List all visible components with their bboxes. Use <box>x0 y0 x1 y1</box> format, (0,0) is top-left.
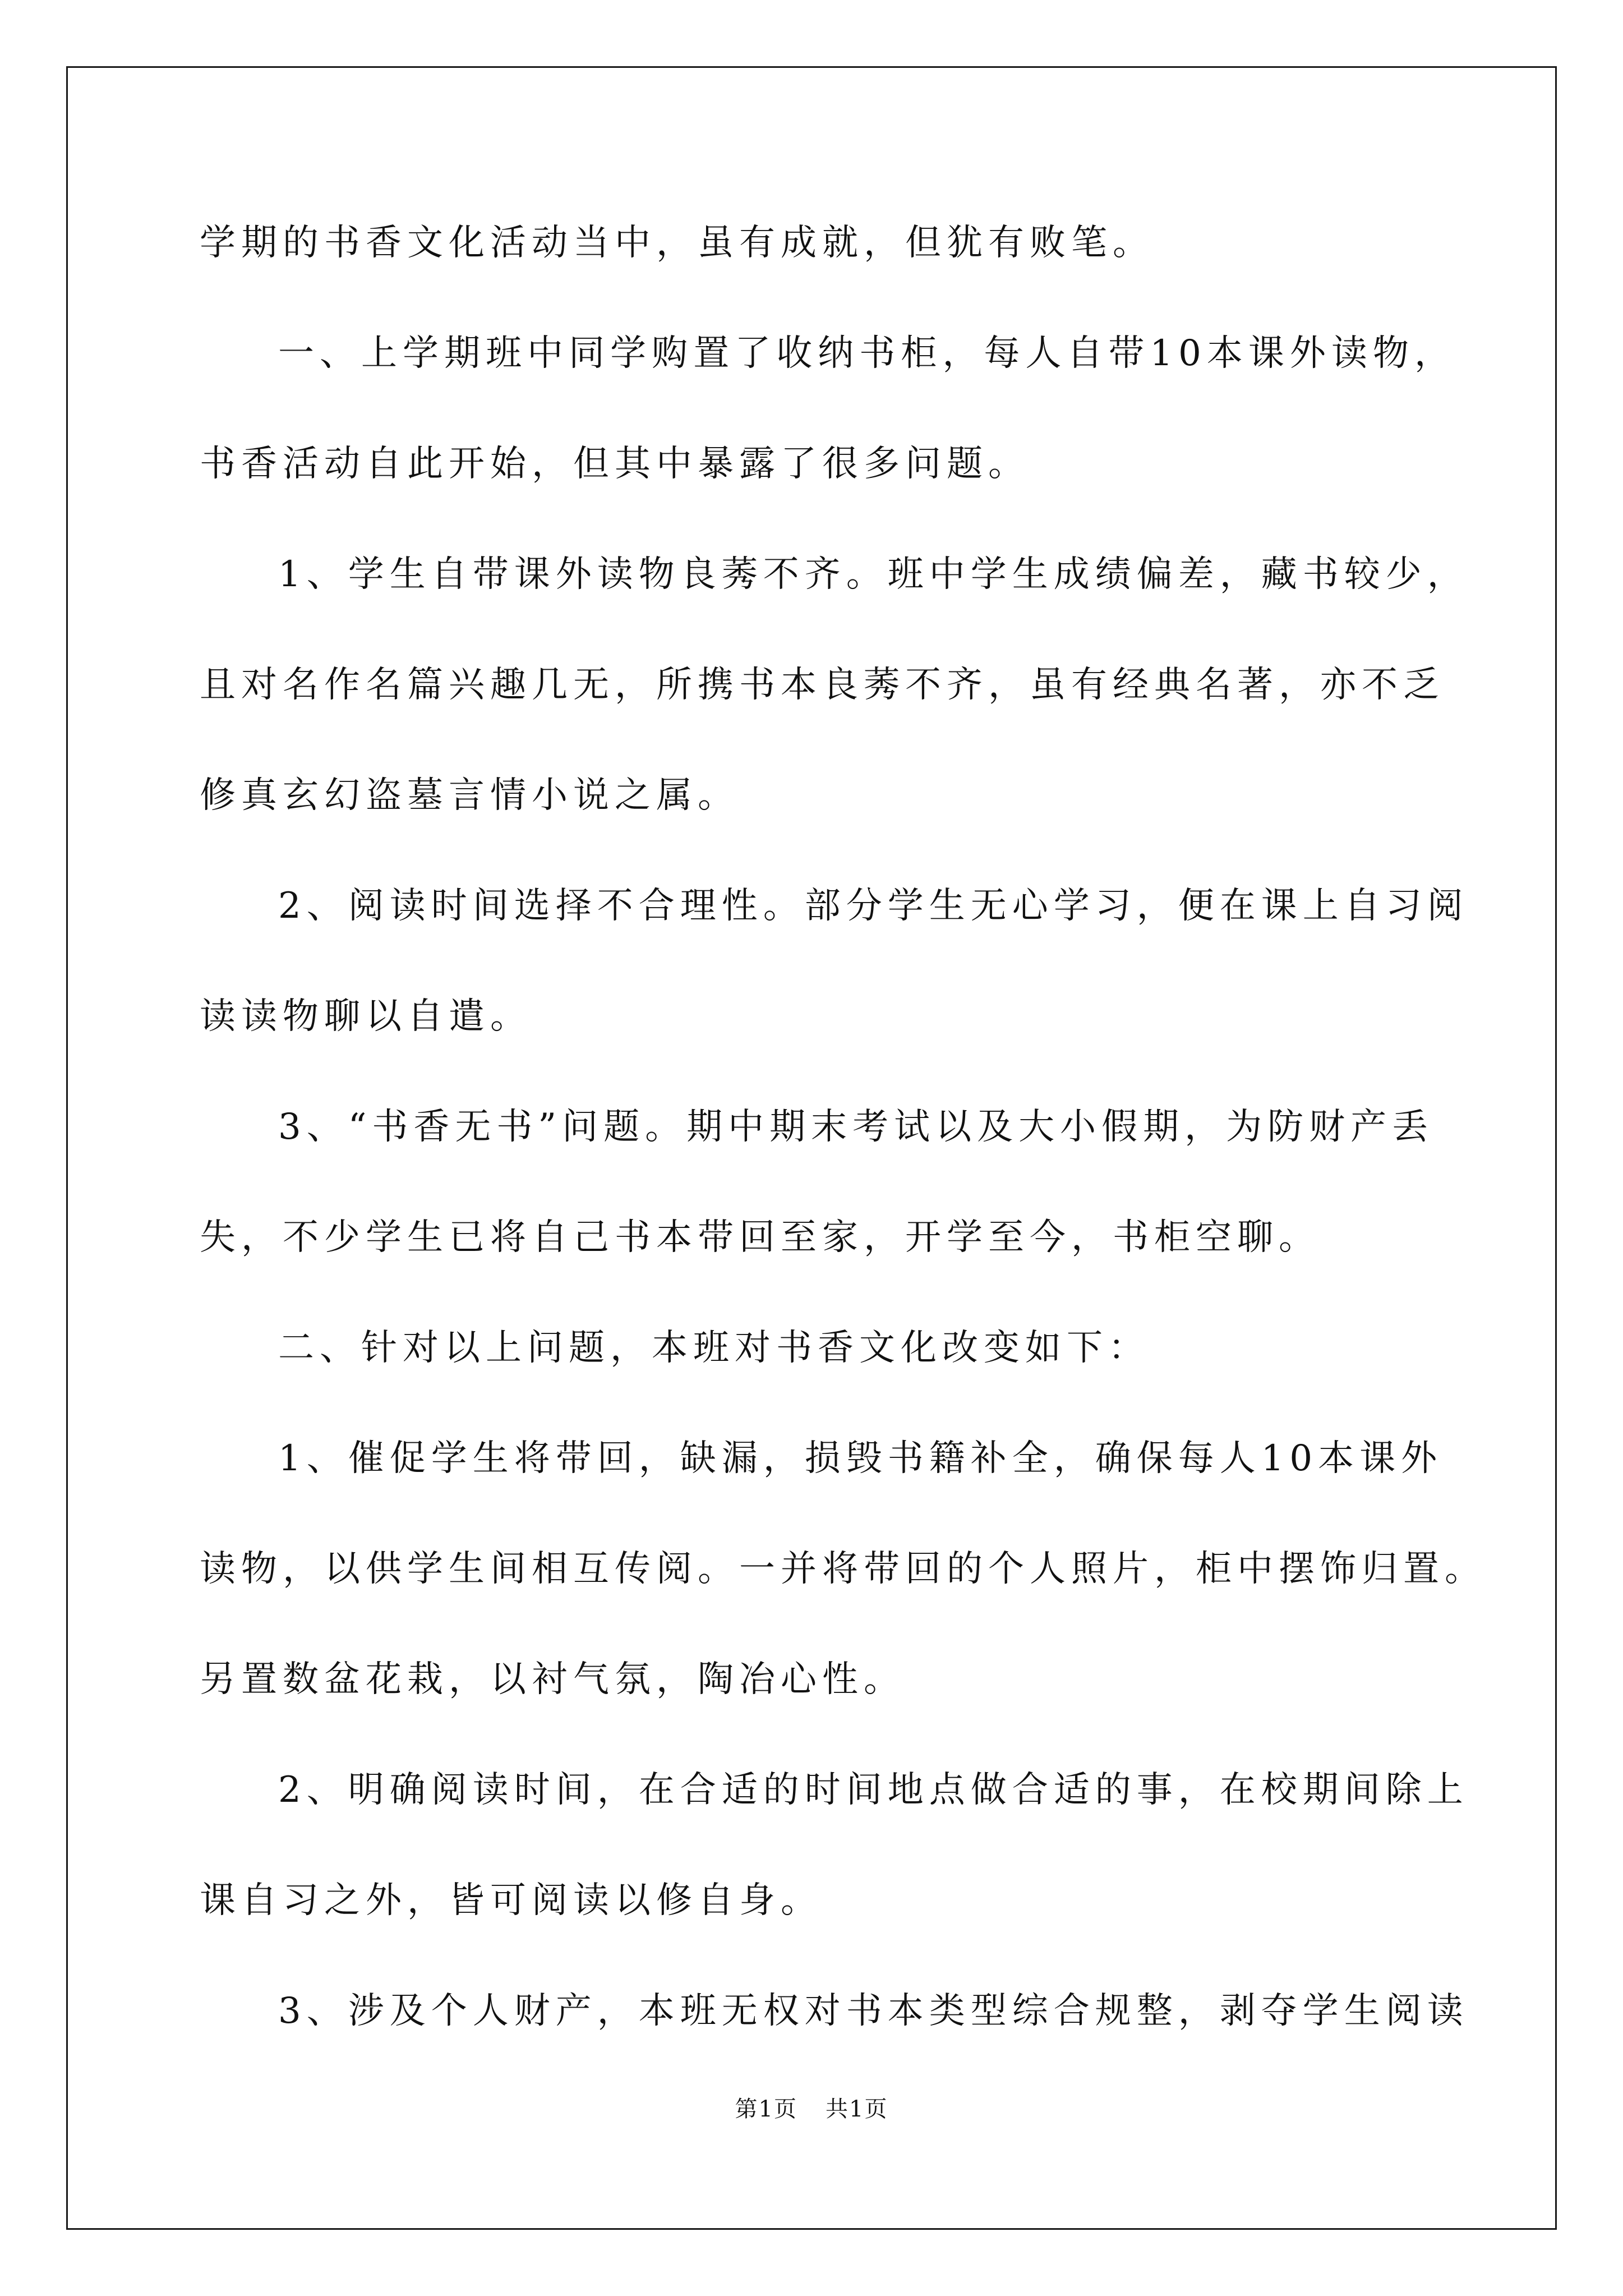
text-line: 一、上学期班中同学购置了收纳书柜，每人自带10本课外读物， <box>278 333 1456 374</box>
text-line: 2、明确阅读时间，在合适的时间地点做合适的事，在校期间除上 <box>278 1769 1469 1811</box>
text-line: 学期的书香文化活动当中，虽有成就，但犹有败笔。 <box>200 222 1154 264</box>
text-line: 1、学生自带课外读物良莠不齐。班中学生成绩偏差，藏书较少， <box>278 554 1469 595</box>
text-line: 2、阅读时间选择不合理性。部分学生无心学习，便在课上自习阅 <box>278 885 1469 927</box>
text-line: 书香活动自此开始，但其中暴露了很多问题。 <box>200 443 1030 485</box>
page-footer <box>0 2091 1623 2123</box>
text-line: 修真玄幻盗墓言情小说之属。 <box>200 775 739 816</box>
document-body <box>200 188 1486 2067</box>
text-line: 3、涉及个人财产，本班无权对书本类型综合规整，剥夺学生阅读 <box>278 1990 1469 2032</box>
text-line: 二、针对以上问题，本班对书香文化改变如下： <box>278 1327 1150 1369</box>
text-line: 另置数盆花栽，以衬气氛，陶冶心性。 <box>200 1659 905 1700</box>
text-line: 课自习之外，皆可阅读以修自身。 <box>200 1880 822 1921</box>
text-line: 失，不少学生已将自己书本带回至家，开学至今，书柜空聊。 <box>200 1217 1320 1258</box>
text-line: 读物，以供学生间相互传阅。一并将带回的个人照片，柜中摆饰归置。 <box>200 1548 1486 1590</box>
text-line: 1、催促学生将带回，缺漏，损毁书籍补全，确保每人10本课外 <box>278 1438 1443 1479</box>
text-line: 且对名作名篇兴趣几无，所携书本良莠不齐，虽有经典名著，亦不乏 <box>200 664 1445 706</box>
page-number: 第1页 <box>735 2096 797 2122</box>
page-total: 共1页 <box>826 2096 888 2122</box>
text-line: 3、“书香无书”问题。期中期末考试以及大小假期，为防财产丢 <box>278 1106 1434 1148</box>
text-line: 读读物聊以自遣。 <box>200 996 532 1037</box>
